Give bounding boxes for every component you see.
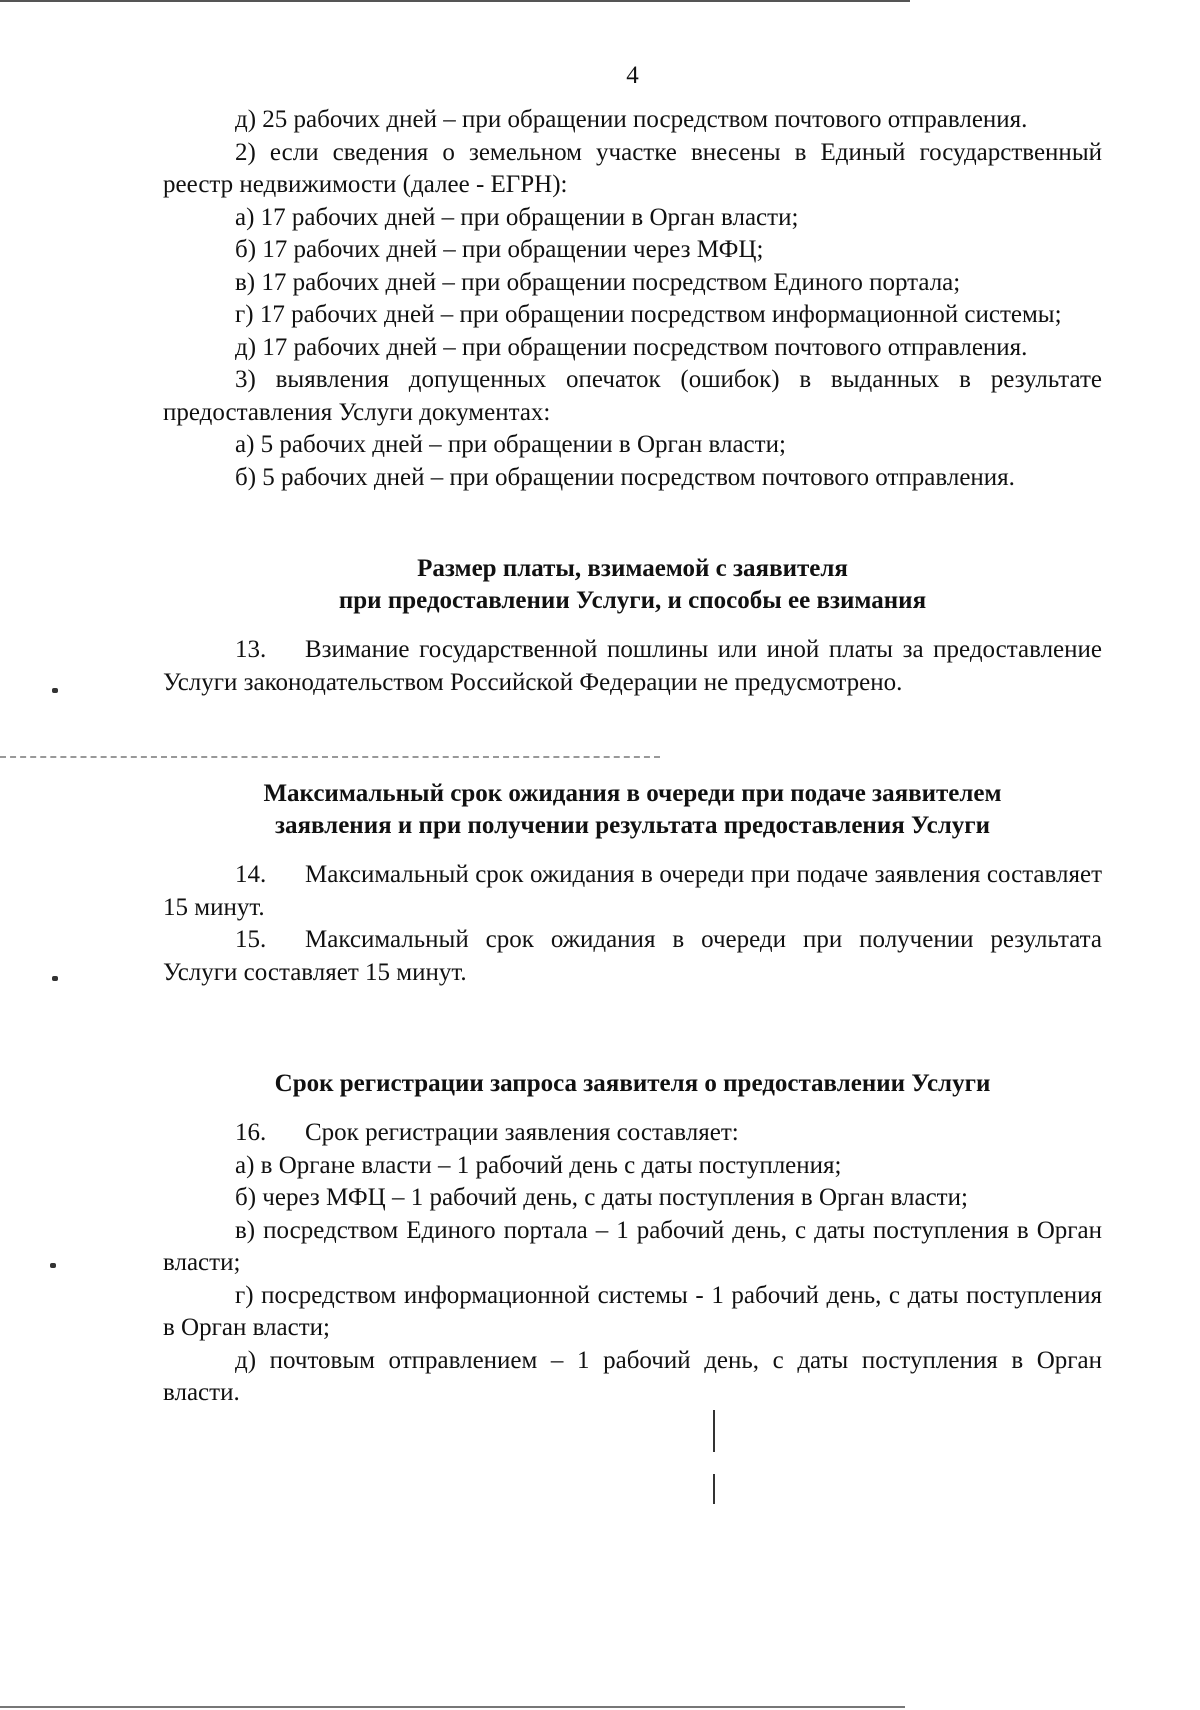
item-16-text: Срок регистрации заявления составляет: bbox=[305, 1119, 739, 1146]
paragraph-item-d-25-days: д) 25 рабочих дней – при обращении посредством почтового отправления. bbox=[235, 106, 1028, 133]
scan-vertical-mark bbox=[713, 1410, 715, 1452]
scan-speck bbox=[50, 1263, 56, 1268]
item-16-subitem-d: д) почтовым отправлением – 1 рабочий день, с даты поступления в Орган власти. bbox=[163, 1346, 1102, 1406]
item-16-number: 16. bbox=[235, 1119, 267, 1146]
section-fee-heading-line1: Размер платы, взимаемой с заявителя bbox=[417, 555, 848, 582]
paragraph-item-3-errors: 3) выявления допущенных опечаток (ошибок) в выданных в результате предоставления Услуги документах: bbox=[163, 366, 1102, 426]
page-number: 4 bbox=[626, 62, 639, 89]
paragraph-item-b-17-days: б) 17 рабочих дней – при обращении через МФЦ; bbox=[235, 236, 764, 263]
item-16-subitem-g: г) посредством информационной системы - 1 рабочий день, с даты поступления в Орган власти; bbox=[163, 1281, 1102, 1341]
item-14-number: 14. bbox=[235, 861, 267, 888]
item-13-number: 13. bbox=[235, 636, 267, 663]
item-16-subitem-b: б) через МФЦ – 1 рабочий день, с даты поступления в Орган власти; bbox=[235, 1184, 968, 1211]
paragraph-item-a-5-days: а) 5 рабочих дней – при обращении в Орган власти; bbox=[235, 431, 786, 458]
section-registration-heading: Срок регистрации запроса заявителя о предоставлении Услуги bbox=[274, 1070, 991, 1097]
item-16-subitem-a: а) в Органе власти – 1 рабочий день с даты поступления; bbox=[235, 1151, 842, 1179]
item-16 bbox=[163, 1117, 1102, 1150]
scan-edge-bottom bbox=[0, 1706, 905, 1708]
item-16-subitem-v: в) посредством Единого портала – 1 рабочий день, с даты поступления в Орган власти; bbox=[163, 1216, 1102, 1276]
scan-speck bbox=[52, 976, 58, 981]
item-13 bbox=[163, 634, 1102, 699]
scan-speck bbox=[52, 688, 58, 693]
paragraph-item-b-5-days: б) 5 рабочих дней – при обращении посредством почтового отправления. bbox=[235, 463, 1015, 491]
scan-stray-line bbox=[0, 756, 660, 759]
section-fee-heading-line2: при предоставлении Услуги, и способы ее взимания bbox=[338, 587, 927, 614]
item-15 bbox=[163, 924, 1102, 989]
paragraph-item-g-17-days: г) 17 рабочих дней – при обращении посредством информационной системы; bbox=[235, 301, 1062, 328]
scan-edge-top bbox=[0, 0, 910, 2]
item-14-text: Максимальный срок ожидания в очереди при подаче заявления составляет 15 минут. bbox=[163, 861, 1102, 921]
paragraph-item-a-17-days: а) 17 рабочих дней – при обращении в Орган власти; bbox=[235, 203, 799, 231]
section-queue-heading-line1: Максимальный срок ожидания в очереди при подаче заявителем bbox=[263, 780, 1002, 807]
paragraph-item-2-egrn: 2) если сведения о земельном участке внесены в Единый государственный реестр недвижимости (далее - ЕГРН): bbox=[163, 138, 1102, 198]
scan-vertical-mark bbox=[713, 1474, 715, 1504]
item-13-text: Взимание государственной пошлины или иной платы за предоставление Услуги законодательством Российской Федерации не предусмотрено. bbox=[163, 636, 1102, 696]
item-15-number: 15. bbox=[235, 926, 267, 953]
section-queue-heading-line2: заявления и при получении результата предоставления Услуги bbox=[274, 812, 991, 839]
paragraph-item-v-17-days: в) 17 рабочих дней – при обращении посредством Единого портала; bbox=[235, 268, 961, 296]
paragraph-item-d-17-days: д) 17 рабочих дней – при обращении посредством почтового отправления. bbox=[235, 333, 1028, 361]
item-14 bbox=[163, 859, 1102, 924]
item-15-text: Максимальный срок ожидания в очереди при получении результата Услуги составляет 15 минут. bbox=[163, 926, 1102, 986]
